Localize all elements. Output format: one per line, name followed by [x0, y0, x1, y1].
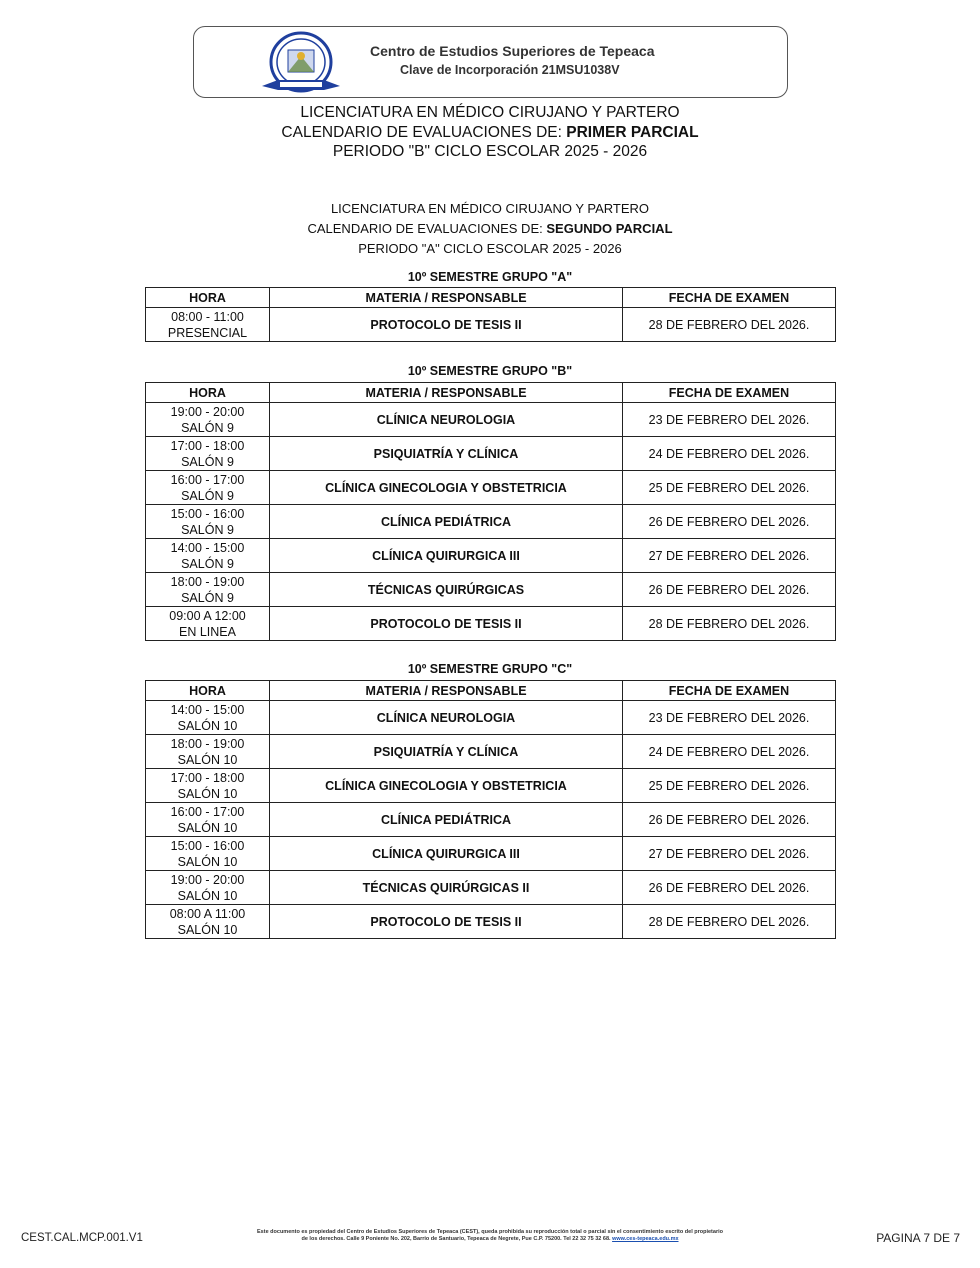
fecha-cell: 25 DE FEBRERO DEL 2026.	[623, 471, 836, 505]
institution-clave: Clave de Incorporación 21MSU1038V	[400, 63, 620, 77]
hora-room: PRESENCIAL	[167, 325, 248, 340]
hora-room: SALÓN 10	[177, 786, 238, 801]
table-row	[146, 437, 836, 471]
hora-cell	[146, 403, 270, 437]
col-materia: MATERIA / RESPONSABLE	[270, 681, 623, 701]
fecha-cell: 25 DE FEBRERO DEL 2026.	[623, 769, 836, 803]
calendar-prefix: CALENDARIO DE EVALUACIONES DE:	[307, 221, 543, 236]
hora-time: 15:00 - 16:00	[170, 838, 245, 853]
materia-cell: TÉCNICAS QUIRÚRGICAS II	[270, 871, 623, 905]
materia-cell: CLÍNICA PEDIÁTRICA	[270, 803, 623, 837]
group-b-title: 10º SEMESTRE GRUPO "B"	[407, 364, 573, 378]
hora-room: SALÓN 10	[177, 922, 238, 937]
hora-room: SALÓN 10	[177, 752, 238, 767]
hora-time: 18:00 - 19:00	[170, 574, 245, 589]
institution-header	[193, 26, 788, 98]
materia-cell: CLÍNICA QUIRURGICA III	[270, 837, 623, 871]
fecha-cell: 24 DE FEBRERO DEL 2026.	[623, 735, 836, 769]
calendar-exam: PRIMER PARCIAL	[566, 123, 699, 141]
hora-time: 18:00 - 19:00	[170, 736, 245, 751]
legal-notice-line1: Este documento es propiedad del Centro de Estudios Superiores de Tepeaca (CEST), queda prohibida su reproducción total o parcial sin el consentimiento escrito del propietario	[257, 1229, 723, 1235]
hora-cell	[146, 607, 270, 641]
hora-time: 08:00 - 11:00	[171, 309, 244, 324]
hora-cell	[146, 837, 270, 871]
fecha-cell: 27 DE FEBRERO DEL 2026.	[623, 837, 836, 871]
hora-time: 14:00 - 15:00	[170, 702, 245, 717]
materia-cell: TÉCNICAS QUIRÚRGICAS	[270, 573, 623, 607]
hora-cell	[146, 505, 270, 539]
fecha-cell: 27 DE FEBRERO DEL 2026.	[623, 539, 836, 573]
hora-room: SALÓN 10	[177, 718, 238, 733]
hora-time: 16:00 - 17:00	[170, 804, 245, 819]
hora-room: SALÓN 9	[181, 556, 234, 571]
col-fecha: FECHA DE EXAMEN	[623, 681, 836, 701]
hora-cell	[146, 539, 270, 573]
page-number: PAGINA 7 DE 7	[876, 1231, 960, 1245]
col-hora: HORA	[146, 681, 270, 701]
table-row	[146, 505, 836, 539]
materia-cell: CLÍNICA GINECOLOGIA Y OBSTETRICIA	[270, 471, 623, 505]
col-hora: HORA	[146, 383, 270, 403]
period-line: PERIODO "B" CICLO ESCOLAR 2025 - 2026	[332, 143, 648, 160]
hora-room: EN LINEA	[179, 624, 236, 639]
institution-logo-icon	[258, 30, 344, 96]
table-row	[146, 403, 836, 437]
period-line: PERIODO "A" CICLO ESCOLAR 2025 - 2026	[358, 241, 622, 256]
fecha-cell: 28 DE FEBRERO DEL 2026.	[623, 905, 836, 939]
hora-room: SALÓN 10	[177, 854, 238, 869]
fecha-cell: 26 DE FEBRERO DEL 2026.	[623, 871, 836, 905]
hora-time: 15:00 - 16:00	[170, 506, 245, 521]
hora-cell	[146, 803, 270, 837]
hora-cell	[146, 735, 270, 769]
group-b-table	[145, 382, 836, 641]
calendar-exam: SEGUNDO PARCIAL	[546, 221, 673, 236]
fecha-cell: 26 DE FEBRERO DEL 2026.	[623, 505, 836, 539]
legal-notice	[225, 1229, 755, 1243]
hora-room: SALÓN 9	[181, 454, 234, 469]
fecha-cell: 23 DE FEBRERO DEL 2026.	[623, 403, 836, 437]
fecha-cell: 28 DE FEBRERO DEL 2026.	[623, 308, 836, 342]
table-row	[146, 769, 836, 803]
materia-cell: CLÍNICA PEDIÁTRICA	[270, 505, 623, 539]
legal-notice-line2	[225, 1236, 755, 1243]
materia-cell: PROTOCOLO DE TESIS II	[270, 905, 623, 939]
col-materia: MATERIA / RESPONSABLE	[270, 288, 623, 308]
table-row	[146, 871, 836, 905]
table-row	[146, 607, 836, 641]
hora-time: 16:00 - 17:00	[170, 472, 245, 487]
col-hora: HORA	[146, 288, 270, 308]
materia-cell: PROTOCOLO DE TESIS II	[270, 607, 623, 641]
hora-time: 09:00 A 12:00	[169, 608, 246, 623]
calendar-line	[0, 123, 980, 143]
hora-time: 14:00 - 15:00	[170, 540, 245, 555]
table-header-row	[146, 383, 836, 403]
materia-cell: CLÍNICA QUIRURGICA III	[270, 539, 623, 573]
hora-cell	[146, 701, 270, 735]
hora-time: 19:00 - 20:00	[170, 404, 245, 419]
hora-cell	[146, 871, 270, 905]
program-title: LICENCIATURA EN MÉDICO CIRUJANO Y PARTERO	[330, 201, 650, 216]
fecha-cell: 23 DE FEBRERO DEL 2026.	[623, 701, 836, 735]
hora-room: SALÓN 10	[177, 820, 238, 835]
hora-time: 08:00 A 11:00	[169, 906, 246, 921]
program-title: LICENCIATURA EN MÉDICO CIRUJANO Y PARTERO	[300, 104, 680, 121]
group-c-title: 10º SEMESTRE GRUPO "C"	[407, 662, 573, 676]
group-a-table	[145, 287, 836, 342]
hora-cell	[146, 573, 270, 607]
table-header-row	[146, 288, 836, 308]
hora-cell	[146, 471, 270, 505]
hora-room: SALÓN 9	[181, 420, 234, 435]
col-fecha: FECHA DE EXAMEN	[623, 383, 836, 403]
table-row	[146, 803, 836, 837]
table-row	[146, 573, 836, 607]
table-row	[146, 308, 836, 342]
materia-cell: PSIQUIATRÍA Y CLÍNICA	[270, 437, 623, 471]
materia-cell: CLÍNICA GINECOLOGIA Y OBSTETRICIA	[270, 769, 623, 803]
col-fecha: FECHA DE EXAMEN	[623, 288, 836, 308]
hora-room: SALÓN 10	[177, 888, 238, 903]
group-c-table	[145, 680, 836, 939]
group-a-title: 10º SEMESTRE GRUPO "A"	[407, 270, 573, 284]
table-row	[146, 701, 836, 735]
materia-cell: CLÍNICA NEUROLOGIA	[270, 403, 623, 437]
hora-room: SALÓN 9	[181, 488, 234, 503]
hora-room: SALÓN 9	[181, 590, 234, 605]
table-header-row	[146, 681, 836, 701]
hora-cell	[146, 905, 270, 939]
hora-room: SALÓN 9	[181, 522, 234, 537]
hora-cell	[146, 769, 270, 803]
hora-time: 19:00 - 20:00	[170, 872, 245, 887]
materia-cell: PROTOCOLO DE TESIS II	[270, 308, 623, 342]
document-code: CEST.CAL.MCP.001.V1	[21, 1232, 143, 1244]
fecha-cell: 26 DE FEBRERO DEL 2026.	[623, 573, 836, 607]
hora-cell	[146, 308, 270, 342]
website-link[interactable]: www.ces-tepeaca.edu.mx	[612, 1236, 679, 1242]
title-segundo-parcial	[0, 199, 980, 259]
fecha-cell: 24 DE FEBRERO DEL 2026.	[623, 437, 836, 471]
materia-cell: PSIQUIATRÍA Y CLÍNICA	[270, 735, 623, 769]
table-row	[146, 471, 836, 505]
fecha-cell: 26 DE FEBRERO DEL 2026.	[623, 803, 836, 837]
legal-notice-address: de los derechos. Calle 9 Poniente No. 202, Barrio de Santuario, Tepeaca de Negrete, Pue C.P. 75200. Tel 22 32 75 32 68.	[301, 1236, 611, 1242]
hora-time: 17:00 - 18:00	[170, 770, 245, 785]
table-row	[146, 735, 836, 769]
table-row	[146, 905, 836, 939]
calendar-prefix: CALENDARIO DE EVALUACIONES DE:	[281, 123, 562, 141]
hora-time: 17:00 - 18:00	[170, 438, 245, 453]
materia-cell: CLÍNICA NEUROLOGIA	[270, 701, 623, 735]
hora-cell	[146, 437, 270, 471]
fecha-cell: 28 DE FEBRERO DEL 2026.	[623, 607, 836, 641]
table-row	[146, 837, 836, 871]
table-row	[146, 539, 836, 573]
title-primer-parcial	[0, 103, 980, 162]
col-materia: MATERIA / RESPONSABLE	[270, 383, 623, 403]
calendar-line	[0, 219, 980, 239]
institution-name: Centro de Estudios Superiores de Tepeaca	[370, 43, 655, 59]
